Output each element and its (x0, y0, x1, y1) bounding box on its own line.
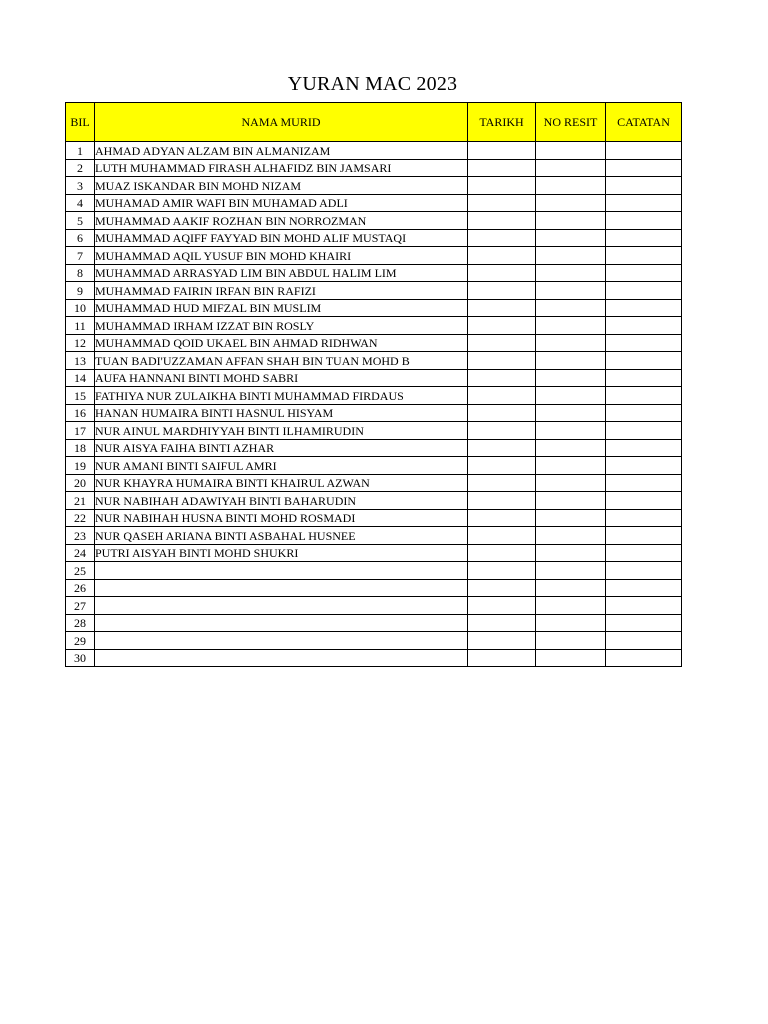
cell-no-resit[interactable] (536, 142, 606, 160)
cell-no-resit[interactable] (536, 492, 606, 510)
cell-no-resit[interactable] (536, 177, 606, 195)
table-row (66, 282, 682, 300)
cell-catatan[interactable] (606, 159, 682, 177)
table-row (66, 334, 682, 352)
table-row (66, 229, 682, 247)
cell-no-resit[interactable] (536, 544, 606, 562)
cell-nama-murid: NUR KHAYRA HUMAIRA BINTI KHAIRUL AZWAN (95, 474, 468, 492)
cell-catatan[interactable] (606, 527, 682, 545)
cell-no-resit[interactable] (536, 579, 606, 597)
cell-bil: 4 (66, 194, 95, 212)
cell-bil: 20 (66, 474, 95, 492)
cell-nama-murid: MUHAMMAD FAIRIN IRFAN BIN RAFIZI (95, 282, 468, 300)
cell-nama-murid: NUR AISYA FAIHA BINTI AZHAR (95, 439, 468, 457)
header-bil: BIL (66, 103, 95, 142)
cell-bil: 7 (66, 247, 95, 265)
cell-catatan[interactable] (606, 562, 682, 580)
cell-catatan[interactable] (606, 404, 682, 422)
table-row (66, 177, 682, 195)
table-row (66, 632, 682, 650)
cell-catatan[interactable] (606, 334, 682, 352)
cell-catatan[interactable] (606, 492, 682, 510)
table-body (66, 142, 682, 667)
header-no-resit: NO RESIT (536, 103, 606, 142)
table-row (66, 527, 682, 545)
cell-tarikh[interactable] (468, 474, 536, 492)
table-row (66, 387, 682, 405)
cell-no-resit[interactable] (536, 317, 606, 335)
cell-nama-murid: NUR QASEH ARIANA BINTI ASBAHAL HUSNEE (95, 527, 468, 545)
header-tarikh: TARIKH (468, 103, 536, 142)
cell-tarikh[interactable] (468, 369, 536, 387)
cell-no-resit[interactable] (536, 299, 606, 317)
cell-bil: 27 (66, 597, 95, 615)
cell-tarikh[interactable] (468, 142, 536, 160)
cell-tarikh[interactable] (468, 229, 536, 247)
sheet-title: YURAN MAC 2023 (287, 73, 458, 95)
table-row (66, 649, 682, 667)
cell-catatan[interactable] (606, 614, 682, 632)
cell-catatan[interactable] (606, 142, 682, 160)
cell-nama-murid: MUHAMMAD HUD MIFZAL BIN MUSLIM (95, 299, 468, 317)
cell-catatan[interactable] (606, 352, 682, 370)
cell-tarikh[interactable] (468, 247, 536, 265)
cell-nama-murid: TUAN BADI'UZZAMAN AFFAN SHAH BIN TUAN MOHD B (95, 352, 468, 370)
cell-bil: 11 (66, 317, 95, 335)
table-row (66, 404, 682, 422)
cell-bil: 2 (66, 159, 95, 177)
cell-nama-murid: AUFA HANNANI BINTI MOHD SABRI (95, 369, 468, 387)
cell-no-resit[interactable] (536, 597, 606, 615)
cell-bil: 24 (66, 544, 95, 562)
table-row (66, 474, 682, 492)
cell-bil: 30 (66, 649, 95, 667)
cell-no-resit[interactable] (536, 194, 606, 212)
cell-no-resit[interactable] (536, 282, 606, 300)
cell-catatan[interactable] (606, 439, 682, 457)
cell-nama-murid: PUTRI AISYAH BINTI MOHD SHUKRI (95, 544, 468, 562)
cell-tarikh[interactable] (468, 194, 536, 212)
cell-nama-murid (95, 649, 468, 667)
cell-catatan[interactable] (606, 422, 682, 440)
table-row (66, 457, 682, 475)
cell-nama-murid: NUR NABIHAH HUSNA BINTI MOHD ROSMADI (95, 509, 468, 527)
cell-tarikh[interactable] (468, 544, 536, 562)
cell-bil: 29 (66, 632, 95, 650)
cell-tarikh[interactable] (468, 317, 536, 335)
table-row (66, 142, 682, 160)
cell-bil: 3 (66, 177, 95, 195)
cell-no-resit[interactable] (536, 422, 606, 440)
cell-tarikh[interactable] (468, 597, 536, 615)
cell-tarikh[interactable] (468, 404, 536, 422)
table-row (66, 369, 682, 387)
cell-nama-murid: MUHAMMAD AAKIF ROZHAN BIN NORROZMAN (95, 212, 468, 230)
cell-catatan[interactable] (606, 632, 682, 650)
cell-nama-murid (95, 614, 468, 632)
cell-tarikh[interactable] (468, 562, 536, 580)
cell-catatan[interactable] (606, 387, 682, 405)
cell-tarikh[interactable] (468, 649, 536, 667)
cell-tarikh[interactable] (468, 177, 536, 195)
cell-bil: 6 (66, 229, 95, 247)
cell-bil: 14 (66, 369, 95, 387)
cell-no-resit[interactable] (536, 649, 606, 667)
cell-bil: 19 (66, 457, 95, 475)
table-row (66, 614, 682, 632)
cell-bil: 12 (66, 334, 95, 352)
cell-nama-murid: LUTH MUHAMMAD FIRASH ALHAFIDZ BIN JAMSARI (95, 159, 468, 177)
cell-no-resit[interactable] (536, 352, 606, 370)
cell-no-resit[interactable] (536, 369, 606, 387)
cell-catatan[interactable] (606, 177, 682, 195)
cell-bil: 15 (66, 387, 95, 405)
cell-nama-murid: MUHAMAD AMIR WAFI BIN MUHAMAD ADLI (95, 194, 468, 212)
cell-bil: 5 (66, 212, 95, 230)
cell-no-resit[interactable] (536, 439, 606, 457)
cell-bil: 1 (66, 142, 95, 160)
cell-bil: 26 (66, 579, 95, 597)
cell-nama-murid: MUHAMMAD AQIL YUSUF BIN MOHD KHAIRI (95, 247, 468, 265)
cell-nama-murid: HANAN HUMAIRA BINTI HASNUL HISYAM (95, 404, 468, 422)
cell-bil: 8 (66, 264, 95, 282)
cell-tarikh[interactable] (468, 264, 536, 282)
cell-bil: 21 (66, 492, 95, 510)
table-row (66, 247, 682, 265)
cell-no-resit[interactable] (536, 562, 606, 580)
table-row (66, 439, 682, 457)
cell-catatan[interactable] (606, 229, 682, 247)
cell-catatan[interactable] (606, 369, 682, 387)
cell-catatan[interactable] (606, 597, 682, 615)
cell-nama-murid (95, 632, 468, 650)
cell-no-resit[interactable] (536, 614, 606, 632)
cell-tarikh[interactable] (468, 439, 536, 457)
cell-nama-murid: MUHAMMAD ARRASYAD LIM BIN ABDUL HALIM LIM (95, 264, 468, 282)
cell-no-resit[interactable] (536, 474, 606, 492)
cell-nama-murid: NUR NABIHAH ADAWIYAH BINTI BAHARUDIN (95, 492, 468, 510)
cell-tarikh[interactable] (468, 282, 536, 300)
fee-table (65, 102, 682, 667)
cell-tarikh[interactable] (468, 352, 536, 370)
cell-no-resit[interactable] (536, 457, 606, 475)
table-row (66, 159, 682, 177)
cell-no-resit[interactable] (536, 387, 606, 405)
table-row (66, 352, 682, 370)
cell-catatan[interactable] (606, 317, 682, 335)
cell-tarikh[interactable] (468, 579, 536, 597)
cell-catatan[interactable] (606, 282, 682, 300)
cell-nama-murid: MUHAMMAD IRHAM IZZAT BIN ROSLY (95, 317, 468, 335)
table-row (66, 212, 682, 230)
cell-bil: 22 (66, 509, 95, 527)
cell-nama-murid (95, 597, 468, 615)
table-row (66, 317, 682, 335)
cell-tarikh[interactable] (468, 614, 536, 632)
cell-bil: 9 (66, 282, 95, 300)
cell-bil: 17 (66, 422, 95, 440)
cell-tarikh[interactable] (468, 422, 536, 440)
table-row (66, 544, 682, 562)
table-row (66, 597, 682, 615)
header-row (66, 103, 682, 142)
cell-catatan[interactable] (606, 247, 682, 265)
cell-no-resit[interactable] (536, 404, 606, 422)
cell-catatan[interactable] (606, 212, 682, 230)
cell-tarikh[interactable] (468, 527, 536, 545)
table-row (66, 579, 682, 597)
cell-nama-murid (95, 579, 468, 597)
cell-bil: 16 (66, 404, 95, 422)
cell-catatan[interactable] (606, 509, 682, 527)
cell-tarikh[interactable] (468, 299, 536, 317)
cell-no-resit[interactable] (536, 509, 606, 527)
cell-nama-murid: AHMAD ADYAN ALZAM BIN ALMANIZAM (95, 142, 468, 160)
cell-no-resit[interactable] (536, 247, 606, 265)
cell-nama-murid: MUHAMMAD QOID UKAEL BIN AHMAD RIDHWAN (95, 334, 468, 352)
cell-no-resit[interactable] (536, 264, 606, 282)
header-catatan: CATATAN (606, 103, 682, 142)
cell-bil: 13 (66, 352, 95, 370)
header-nama-murid: NAMA MURID (95, 103, 468, 142)
cell-nama-murid: FATHIYA NUR ZULAIKHA BINTI MUHAMMAD FIRDAUS (95, 387, 468, 405)
table-row (66, 562, 682, 580)
cell-nama-murid: NUR AMANI BINTI SAIFUL AMRI (95, 457, 468, 475)
cell-catatan[interactable] (606, 544, 682, 562)
cell-nama-murid: MUAZ ISKANDAR BIN MOHD NIZAM (95, 177, 468, 195)
cell-bil: 18 (66, 439, 95, 457)
cell-catatan[interactable] (606, 457, 682, 475)
cell-tarikh[interactable] (468, 212, 536, 230)
cell-tarikh[interactable] (468, 492, 536, 510)
cell-tarikh[interactable] (468, 159, 536, 177)
cell-catatan[interactable] (606, 649, 682, 667)
cell-tarikh[interactable] (468, 632, 536, 650)
cell-nama-murid (95, 562, 468, 580)
cell-catatan[interactable] (606, 194, 682, 212)
table-row (66, 509, 682, 527)
table-row (66, 422, 682, 440)
cell-catatan[interactable] (606, 299, 682, 317)
cell-no-resit[interactable] (536, 334, 606, 352)
cell-tarikh[interactable] (468, 509, 536, 527)
table-row (66, 194, 682, 212)
table-row (66, 299, 682, 317)
cell-catatan[interactable] (606, 264, 682, 282)
cell-no-resit[interactable] (536, 212, 606, 230)
cell-tarikh[interactable] (468, 334, 536, 352)
cell-no-resit[interactable] (536, 527, 606, 545)
cell-nama-murid: NUR AINUL MARDHIYYAH BINTI ILHAMIRUDIN (95, 422, 468, 440)
cell-bil: 25 (66, 562, 95, 580)
cell-bil: 28 (66, 614, 95, 632)
table-row (66, 492, 682, 510)
table-row (66, 264, 682, 282)
cell-nama-murid: MUHAMMAD AQIFF FAYYAD BIN MOHD ALIF MUSTAQI (95, 229, 468, 247)
cell-catatan[interactable] (606, 474, 682, 492)
cell-no-resit[interactable] (536, 159, 606, 177)
cell-catatan[interactable] (606, 579, 682, 597)
cell-bil: 10 (66, 299, 95, 317)
cell-no-resit[interactable] (536, 229, 606, 247)
cell-tarikh[interactable] (468, 457, 536, 475)
cell-tarikh[interactable] (468, 387, 536, 405)
cell-bil: 23 (66, 527, 95, 545)
cell-no-resit[interactable] (536, 632, 606, 650)
